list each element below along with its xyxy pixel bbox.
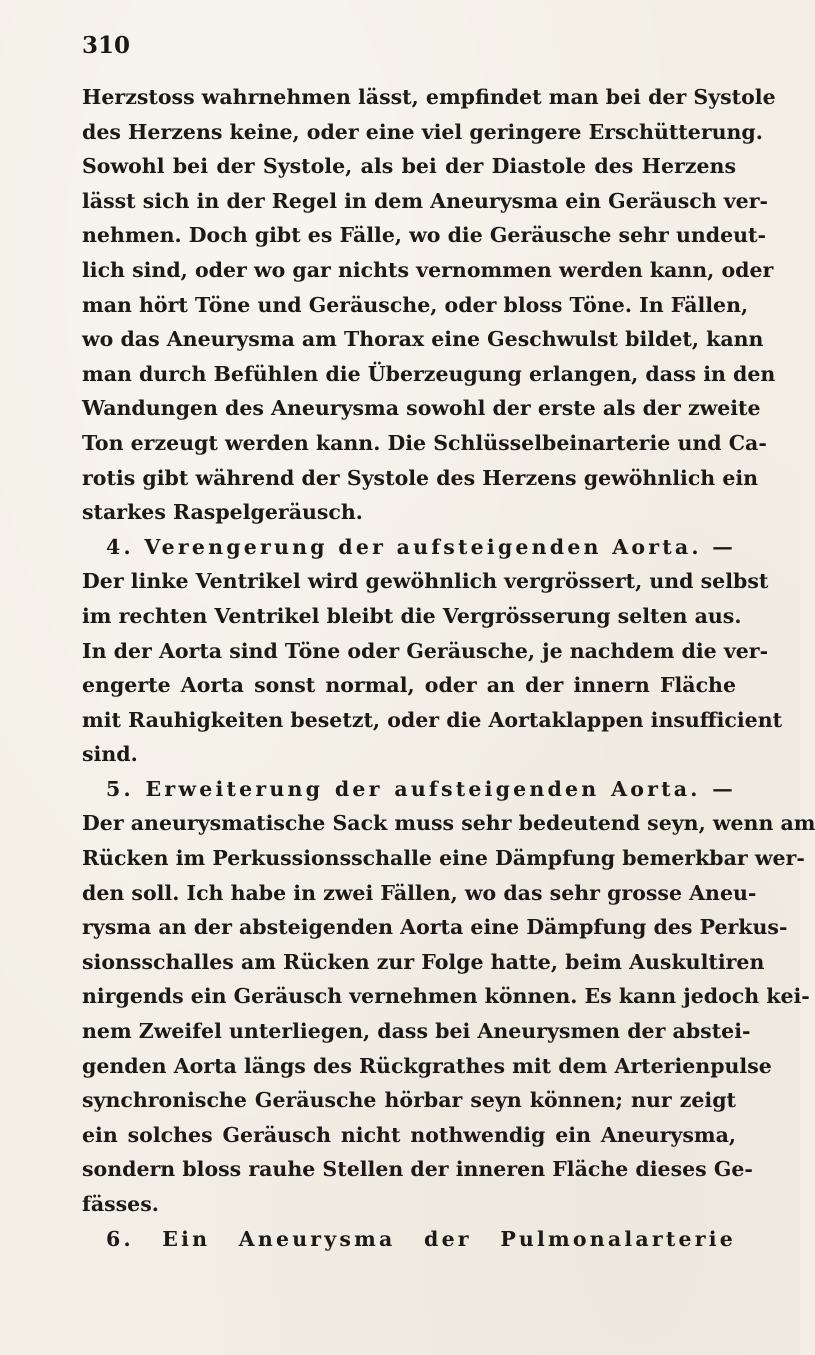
text-line: sind.: [82, 742, 138, 767]
text-line: sionsschalles am Rücken zur Folge hatte, beim Auskultiren: [82, 949, 765, 974]
text-line: Rücken im Perkussionsschalle eine Dämpfung bemerkbar wer-: [82, 846, 805, 871]
page-number: 310: [82, 32, 131, 59]
text-line: im rechten Ventrikel bleibt die Vergrösserung selten aus.: [82, 603, 742, 628]
text-line: Sowohl bei der Systole, als bei der Diastole des Herzens: [82, 154, 736, 179]
text-line: nirgends ein Geräusch vernehmen können. Es kann jedoch kei-: [82, 984, 810, 1009]
text-line: genden Aorta längs des Rückgrathes mit dem Arterienpulse: [82, 1053, 772, 1078]
text-line: synchronische Geräusche hörbar seyn können; nur zeigt: [82, 1088, 736, 1113]
text-line: fässes.: [82, 1192, 159, 1216]
text-line: sondern bloss rauhe Stellen der inneren Fläche dieses Ge-: [82, 1157, 753, 1182]
text-line: den soll. Ich habe in zwei Fällen, wo das sehr grosse Aneu-: [82, 880, 757, 905]
text-line: wo das Aneurysma am Thorax eine Geschwulst bildet, kann: [82, 327, 764, 352]
text-line: man durch Befühlen die Überzeugung erlangen, dass in den: [82, 361, 776, 386]
text-line: In der Aorta sind Töne oder Geräusche, je nachdem die ver-: [82, 638, 769, 663]
body-text: [82, 80, 815, 1256]
text-line: nehmen. Doch gibt es Fälle, wo die Geräusche sehr undeut-: [82, 223, 767, 248]
text-line: 6. Ein Aneurysma der Pulmonalarterie: [106, 1226, 736, 1251]
text-line: Der aneurysmatische Sack muss sehr bedeutend seyn, wenn am: [82, 811, 815, 836]
text-line: man hört Töne und Geräusche, oder bloss Töne. In Fällen,: [82, 292, 749, 317]
text-line: ein solches Geräusch nicht nothwendig ein Aneurysma,: [82, 1122, 736, 1147]
text-line: rotis gibt während der Systole des Herzens gewöhnlich ein: [82, 465, 759, 490]
text-line: Ton erzeugt werden kann. Die Schlüsselbeinarterie und Ca-: [82, 430, 767, 455]
text-line: 4. Verengerung der aufsteigenden Aorta. —: [106, 534, 736, 559]
text-line: lich sind, oder wo gar nichts vernommen werden kann, oder: [82, 257, 774, 282]
text-line: mit Rauhigkeiten besetzt, oder die Aortaklappen insufficient: [82, 707, 783, 732]
text-line: des Herzens keine, oder eine viel geringere Erschütterung.: [82, 119, 763, 144]
text-line: nem Zweifel unterliegen, dass bei Aneurysmen der abstei-: [82, 1019, 751, 1044]
text-line: Wandungen des Aneurysma sowohl der erste als der zweite: [82, 396, 761, 421]
text-line: starkes Raspelgeräusch.: [82, 500, 363, 525]
text-line: Der linke Ventrikel wird gewöhnlich vergrössert, und selbst: [82, 569, 769, 594]
text-line: lässt sich in der Regel in dem Aneurysma ein Geräusch ver-: [82, 188, 769, 213]
text-line: 5. Erweiterung der aufsteigenden Aorta. —: [106, 776, 736, 801]
text-line: engerte Aorta sonst normal, oder an der innern Fläche: [82, 673, 736, 698]
text-line: rysma an der absteigenden Aorta eine Dämpfung des Perkus-: [82, 915, 788, 940]
text-line: Herzstoss wahrnehmen lässt, empfindet man bei der Systole: [82, 85, 776, 109]
